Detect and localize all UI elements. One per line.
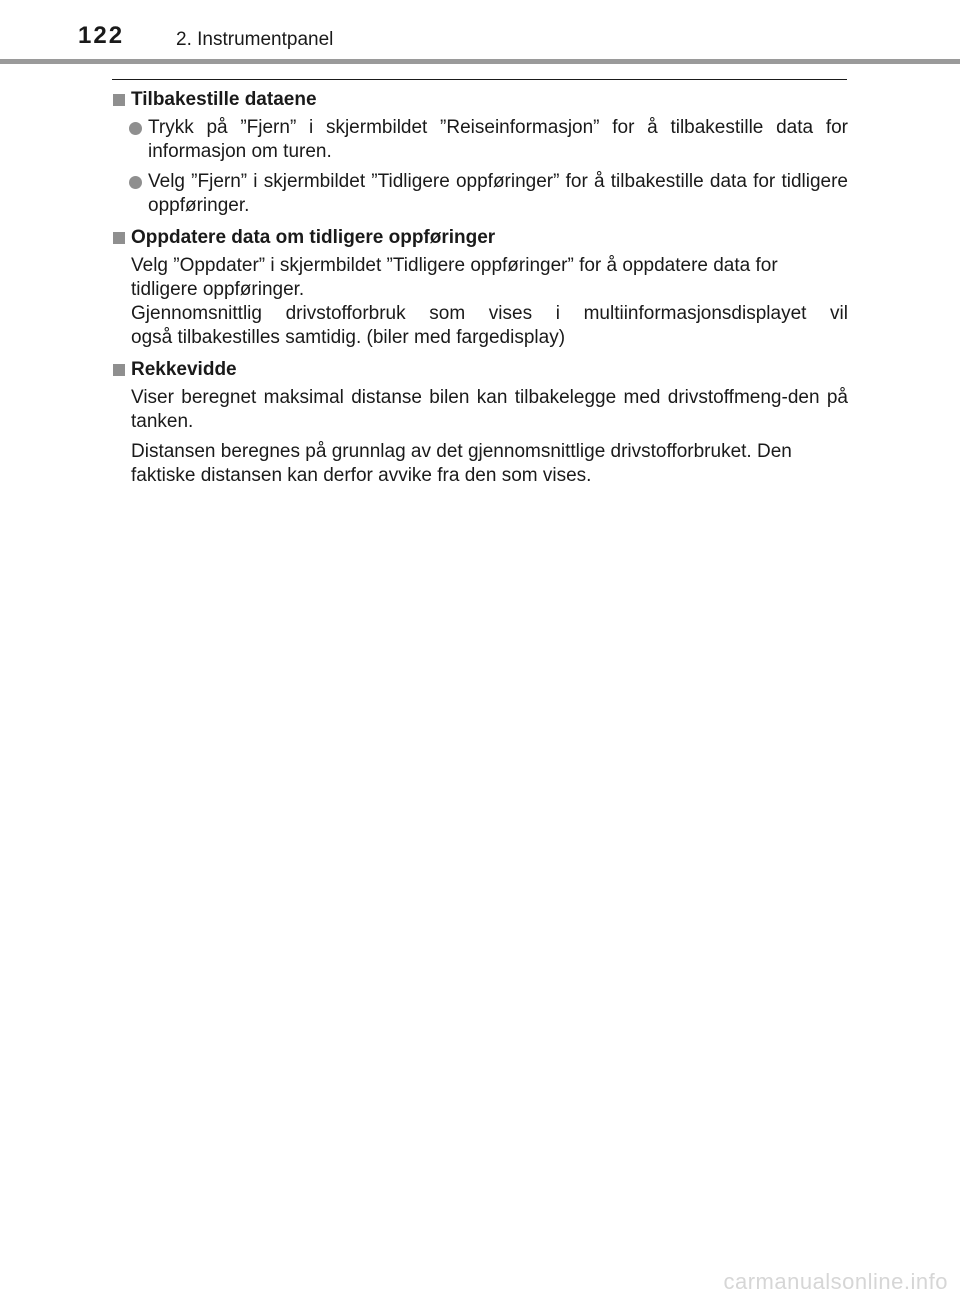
paragraph: Distansen beregnes på grunnlag av det gjennomsnittlige drivstofforbruket. Den faktiske distansen kan derfor avvike fra den som vises.	[131, 441, 792, 486]
section-heading-text: Tilbakestille dataene	[131, 89, 317, 110]
header-rule	[0, 59, 960, 64]
section-divider	[112, 79, 847, 80]
square-bullet-icon	[113, 94, 125, 106]
section-body	[112, 254, 848, 350]
page-number: 122	[78, 22, 125, 49]
square-bullet-icon	[113, 364, 125, 376]
section-heading-text: Oppdatere data om tidligere oppføringer	[131, 227, 496, 248]
chapter-title: 2. Instrumentpanel	[176, 29, 334, 50]
circle-bullet-icon	[129, 176, 142, 189]
list-item-text: Trykk på ”Fjern” i skjermbildet ”Reiseinformasjon” for å tilbakestille data for informasjon om turen.	[148, 117, 848, 162]
section-heading-update-history	[112, 226, 848, 250]
square-bullet-icon	[113, 232, 125, 244]
list-item	[112, 116, 848, 164]
body-line: tidligere oppføringer.	[131, 279, 305, 300]
footer-watermark: carmanualsonline.info	[723, 1269, 948, 1294]
section-heading-range	[112, 358, 848, 382]
circle-bullet-icon	[129, 122, 142, 135]
page-content	[112, 88, 848, 494]
list-item-text: Velg ”Fjern” i skjermbildet ”Tidligere oppføringer” for å tilbakestille data for tidligere oppføringer.	[148, 171, 848, 216]
list-item	[112, 170, 848, 218]
page-header	[0, 0, 960, 64]
section-heading-text: Rekkevidde	[131, 359, 237, 380]
body-line: Velg ”Oppdater” i skjermbildet ”Tidligere oppføringer” for å oppdatere data for	[131, 255, 778, 276]
body-line: Gjennomsnittlig drivstofforbruk som vises i multiinformasjonsdisplayet vil	[131, 303, 848, 324]
body-line: også tilbakestilles samtidig. (biler med fargedisplay)	[131, 327, 566, 348]
paragraph: Viser beregnet maksimal distanse bilen kan tilbakelegge med drivstoffmeng-den på tanken.	[131, 387, 848, 432]
section-heading-reset-data	[112, 88, 848, 112]
